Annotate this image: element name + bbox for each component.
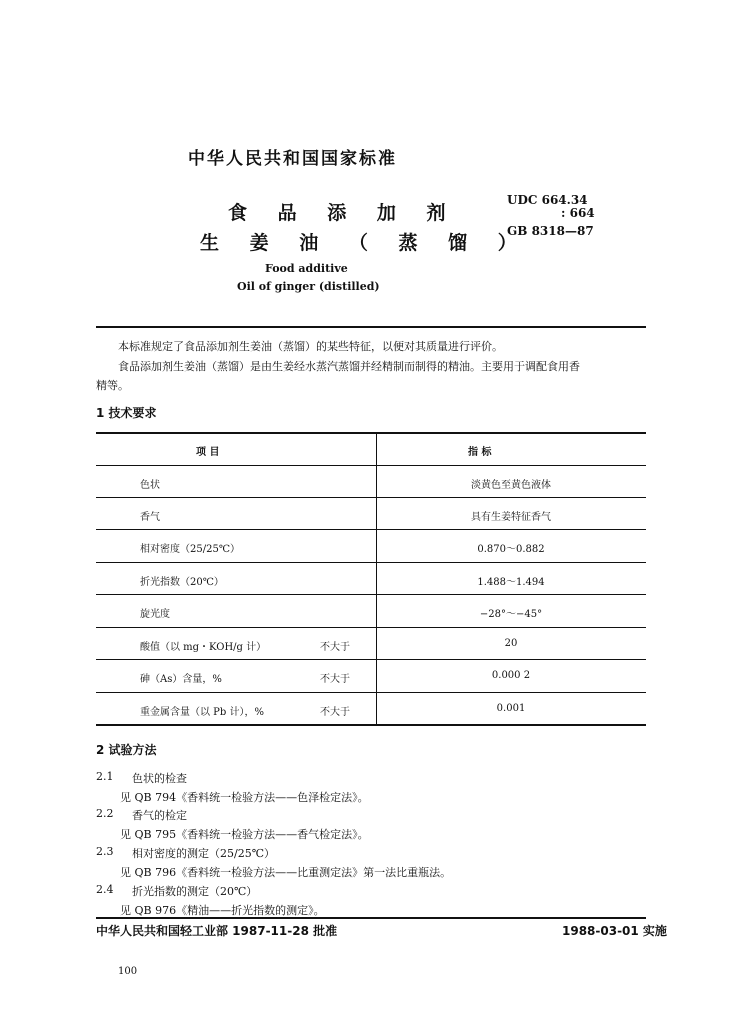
subsection-number: 2.4 — [96, 883, 114, 896]
table-row-value: 淡黄色至黄色液体 — [471, 480, 551, 491]
page-number: 100 — [118, 966, 138, 977]
table-row-item: 重金属含量（以 Pb 计），% — [140, 707, 264, 718]
subsection-title: 相对密度的测定（25/25℃） — [132, 847, 276, 860]
table-row-value: 0.870～0.882 — [477, 544, 545, 555]
table-row-value: −28°～−45° — [479, 609, 543, 620]
national-standard-title: 中华人民共和国国家标准 — [188, 149, 397, 169]
subsection-text: 见 QB 794《香料统一检验方法——色泽检定法》。 — [120, 791, 369, 804]
header-divider — [96, 326, 646, 328]
subsection-text: 见 QB 976《精油——折光指数的测定》。 — [120, 904, 325, 917]
gb-code: GB 8318—87 — [507, 224, 594, 238]
section-2-heading: 2 试验方法 — [96, 743, 157, 757]
title-cn-line1: 食 品 添 加 剂 — [228, 202, 458, 224]
implementation-date: 1988-03-01 实施 — [562, 924, 667, 938]
table-row-value: 具有生姜特征香气 — [471, 512, 551, 523]
intro-paragraph-1: 本标准规定了食品添加剂生姜油（蒸馏）的某些特征，以便对其质量进行评价。 — [118, 340, 503, 353]
subsection-number: 2.2 — [96, 807, 114, 820]
title-en-line1: Food additive — [265, 262, 348, 275]
table-row-item: 酸值（以 mg・KOH/g 计） — [140, 642, 267, 653]
footer-divider — [96, 917, 646, 919]
subsection-text: 见 QB 795《香料统一检验方法——香气检定法》。 — [120, 828, 369, 841]
table-row-value: 0.000 2 — [491, 670, 531, 681]
intro-paragraph-2-line2: 精等。 — [96, 379, 129, 392]
table-row-limit: 不大于 — [320, 642, 350, 653]
title-cn-line2: 生 姜 油 （ 蒸 馏 ） — [200, 232, 529, 254]
section-1-heading: 1 技术要求 — [96, 406, 157, 420]
table-row-limit: 不大于 — [320, 674, 350, 685]
table-row-value: 1.488～1.494 — [477, 577, 545, 588]
table-row-item: 折光指数（20℃） — [140, 577, 224, 588]
subsection-text: 见 QB 796《香料统一检验方法——比重测定法》第一法比重瓶法。 — [120, 866, 452, 879]
subsection-title: 香气的检定 — [132, 809, 187, 822]
table-row-item: 砷（As）含量，% — [140, 674, 222, 685]
table-header-item: 项 目 — [196, 447, 220, 458]
subsection-number: 2.1 — [96, 770, 114, 783]
udc-code-sub: : 664 — [561, 206, 595, 220]
table-row-limit: 不大于 — [320, 707, 350, 718]
table-row-item: 旋光度 — [140, 609, 170, 620]
table-header-value: 指 标 — [468, 447, 492, 458]
table-row-value: 20 — [504, 638, 518, 649]
subsection-title: 折光指数的测定（20℃） — [132, 885, 258, 898]
table-row-value: 0.001 — [496, 703, 526, 714]
title-en-line2: Oil of ginger (distilled) — [237, 280, 380, 293]
table-row-item: 香气 — [140, 512, 160, 523]
approval-note: 中华人民共和国轻工业部 1987-11-28 批准 — [96, 924, 338, 938]
subsection-number: 2.3 — [96, 845, 114, 858]
udc-code: UDC 664.34 — [507, 193, 588, 207]
table-row-item: 色状 — [140, 480, 160, 491]
table-row-item: 相对密度（25/25℃） — [140, 544, 241, 555]
subsection-title: 色状的检查 — [132, 772, 187, 785]
intro-paragraph-2-line1: 食品添加剂生姜油（蒸馏）是由生姜经水蒸汽蒸馏并经精制而制得的精油。主要用于调配食用香 — [118, 360, 580, 373]
